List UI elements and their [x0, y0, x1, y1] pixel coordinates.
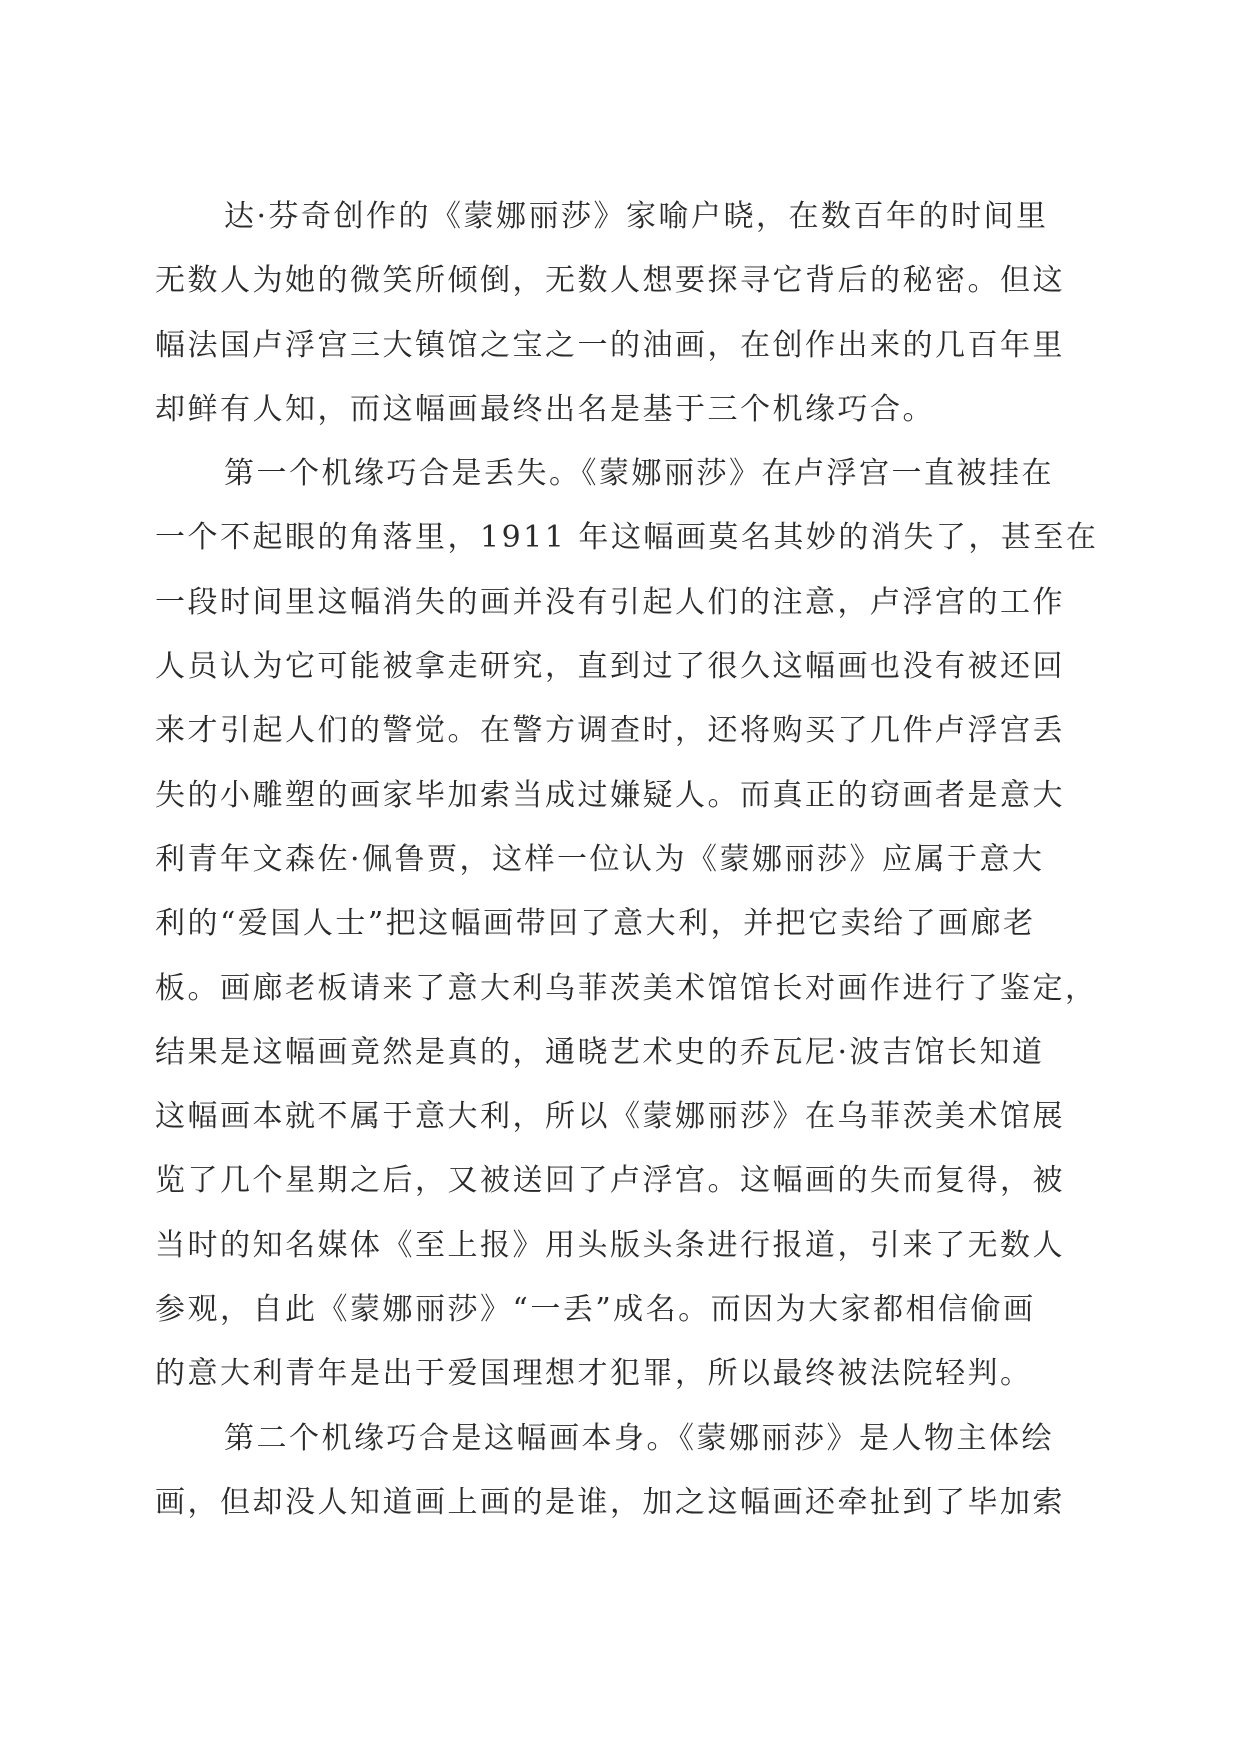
text-line: 览了几个星期之后，又被送回了卢浮宫。这幅画的失而复得，被	[155, 1163, 1065, 1199]
text-line: 的意大利青年是出于爱国理想才犯罪，所以最终被法院轻判。	[155, 1356, 1033, 1392]
text-line: 人员认为它可能被拿走研究，直到过了很久这幅画也没有被还回	[155, 649, 1065, 685]
text-line: 板。画廊老板请来了意大利乌菲茨美术馆馆长对画作进行了鉴定，	[155, 970, 1098, 1006]
text-line: 利青年文森佐·佩鲁贾，这样一位认为《蒙娜丽莎》应属于意大	[155, 841, 1045, 877]
text-line: 幅法国卢浮宫三大镇馆之宝之一的油画，在创作出来的几百年里	[155, 327, 1065, 363]
text-line: 一段时间里这幅消失的画并没有引起人们的注意，卢浮宫的工作	[155, 584, 1065, 620]
text-line: 利的“爱国人士”把这幅画带回了意大利，并把它卖给了画廊老	[155, 906, 1036, 942]
text-line: 失的小雕塑的画家毕加索当成过嫌疑人。而真正的窃画者是意大	[155, 777, 1065, 813]
text-line: 第一个机缘巧合是丢失。《蒙娜丽莎》在卢浮宫一直被挂在	[224, 456, 1054, 492]
text-line: 却鲜有人知，而这幅画最终出名是基于三个机缘巧合。	[155, 391, 935, 427]
text-line: 第二个机缘巧合是这幅画本身。《蒙娜丽莎》是人物主体绘	[224, 1420, 1054, 1456]
text-line: 结果是这幅画竟然是真的，通晓艺术史的乔瓦尼·波吉馆长知道	[155, 1034, 1045, 1070]
body-text	[155, 185, 1099, 1535]
text-line: 这幅画本就不属于意大利，所以《蒙娜丽莎》在乌菲茨美术馆展	[155, 1099, 1065, 1135]
text-line: 无数人为她的微笑所倾倒，无数人想要探寻它背后的秘密。但这	[155, 263, 1065, 299]
text-line: 达·芬奇创作的《蒙娜丽莎》家喻户晓，在数百年的时间里	[224, 199, 1049, 234]
text-line: 参观，自此《蒙娜丽莎》“一丢”成名。而因为大家都相信偷画	[155, 1292, 1036, 1328]
text-line: 当时的知名媒体《至上报》用头版头条进行报道，引来了无数人	[155, 1227, 1065, 1263]
text-line: 画，但却没人知道画上画的是谁，加之这幅画还牵扯到了毕加索	[155, 1484, 1065, 1520]
text-line: 来才引起人们的警觉。在警方调查时，还将购买了几件卢浮宫丢	[155, 713, 1065, 749]
text-line: 一个不起眼的角落里，1911 年这幅画莫名其妙的消失了，甚至在	[155, 520, 1099, 556]
